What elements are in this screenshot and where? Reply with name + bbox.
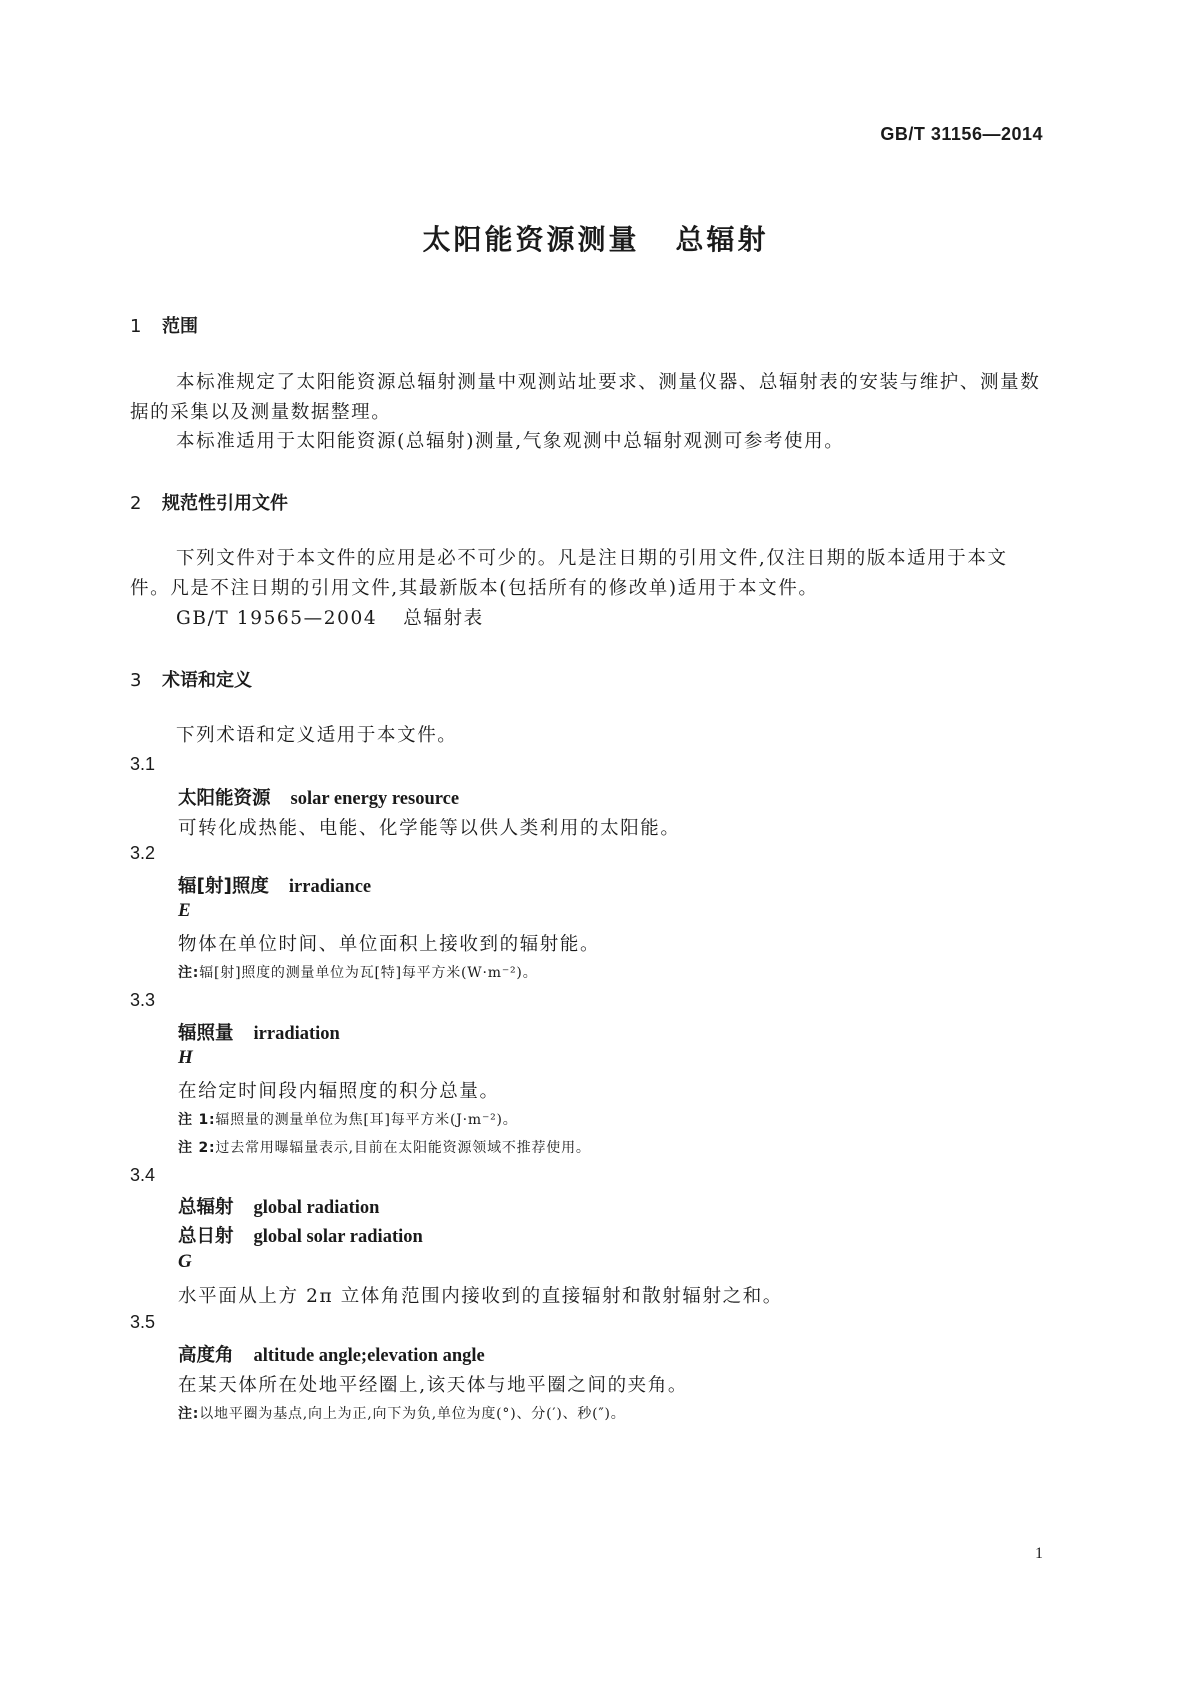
page-number: 1 — [1035, 1545, 1043, 1562]
term-note — [178, 1137, 591, 1157]
term-definition: 在某天体所在处地平经圈上,该天体与地平圈之间的夹角。 — [178, 1375, 688, 1396]
term-en: global solar radiation — [253, 1227, 423, 1247]
title-sub: 总辐射 — [675, 223, 769, 256]
term-zh: 总日射 — [178, 1226, 234, 1247]
term-definition: 在给定时间段内辐照度的积分总量。 — [178, 1081, 500, 1102]
section-title: 术语和定义 — [162, 670, 252, 691]
term-entry — [178, 1019, 340, 1045]
paragraph: 本标准规定了太阳能资源总辐射测量中观测站址要求、测量仪器、总辐射表的安装与维护、测量数 — [176, 372, 1041, 393]
section-title: 范围 — [162, 316, 198, 337]
term-zh: 高度角 — [178, 1345, 234, 1366]
section-heading-scope — [130, 312, 198, 338]
section-title: 规范性引用文件 — [162, 493, 288, 514]
term-entry — [178, 872, 371, 898]
term-symbol: H — [178, 1047, 193, 1068]
term-definition: 水平面从上方 2π 立体角范围内接收到的直接辐射和散射辐射之和。 — [178, 1286, 783, 1307]
term-definition: 物体在单位时间、单位面积上接收到的辐射能。 — [178, 934, 601, 955]
clause-number: 3.1 — [130, 754, 156, 774]
clause-number: 3.4 — [130, 1165, 156, 1185]
term-note — [178, 1109, 518, 1129]
note-label: 注: — [178, 965, 200, 981]
term-zh: 总辐射 — [178, 1197, 234, 1218]
document-title — [0, 218, 1191, 258]
reference-code: GB/T 19565—2004 — [176, 608, 378, 629]
paragraph: 件。凡是不注日期的引用文件,其最新版本(包括所有的修改单)适用于本文件。 — [130, 578, 819, 599]
term-zh: 辐照量 — [178, 1023, 234, 1044]
title-main: 太阳能资源测量 — [422, 223, 640, 256]
term-entry — [178, 1222, 423, 1248]
term-symbol: G — [178, 1251, 192, 1272]
note-label: 注: — [178, 1406, 200, 1422]
term-note — [178, 962, 538, 982]
term-en: irradiation — [253, 1024, 340, 1044]
term-note — [178, 1403, 626, 1423]
clause-number: 3.5 — [130, 1312, 156, 1332]
note-text: 辐照量的测量单位为焦[耳]每平方米(J·m⁻²)。 — [215, 1112, 518, 1128]
term-en: global radiation — [253, 1198, 380, 1218]
note-text: 过去常用曝辐量表示,目前在太阳能资源领域不推荐使用。 — [215, 1140, 591, 1156]
section-number: 3 — [130, 670, 142, 691]
note-label: 注 1: — [178, 1112, 216, 1128]
standard-code: GB/T 31156—2014 — [880, 124, 1043, 144]
reference-entry — [176, 604, 484, 634]
term-en: solar energy resource — [290, 789, 460, 809]
reference-title: 总辐射表 — [403, 608, 484, 629]
paragraph: 下列文件对于本文件的应用是必不可少的。凡是注日期的引用文件,仅注日期的版本适用于本文 — [176, 548, 1008, 569]
term-zh: 太阳能资源 — [178, 788, 271, 809]
term-entry — [178, 784, 459, 810]
paragraph: 据的采集以及测量数据整理。 — [130, 402, 392, 423]
section-number: 1 — [130, 316, 142, 337]
term-en: irradiance — [288, 877, 372, 897]
paragraph: 下列术语和定义适用于本文件。 — [176, 725, 458, 746]
clause-number: 3.3 — [130, 990, 156, 1010]
note-text: 以地平圈为基点,向上为正,向下为负,单位为度(°)、分(′)、秒(″)。 — [199, 1406, 626, 1422]
term-definition: 可转化成热能、电能、化学能等以供人类利用的太阳能。 — [178, 818, 681, 839]
paragraph: 本标准适用于太阳能资源(总辐射)测量,气象观测中总辐射观测可参考使用。 — [176, 431, 845, 452]
term-symbol: E — [178, 900, 191, 921]
term-entry — [178, 1341, 485, 1367]
section-number: 2 — [130, 493, 142, 514]
term-zh: 辐[射]照度 — [178, 876, 269, 897]
section-heading-normative-references — [130, 489, 288, 515]
clause-number: 3.2 — [130, 843, 156, 863]
term-en: altitude angle;elevation angle — [253, 1346, 485, 1366]
note-text: 辐[射]照度的测量单位为瓦[特]每平方米(W·m⁻²)。 — [199, 965, 538, 981]
note-label: 注 2: — [178, 1140, 216, 1156]
term-entry — [178, 1193, 379, 1219]
section-heading-terms-and-definitions — [130, 666, 252, 692]
